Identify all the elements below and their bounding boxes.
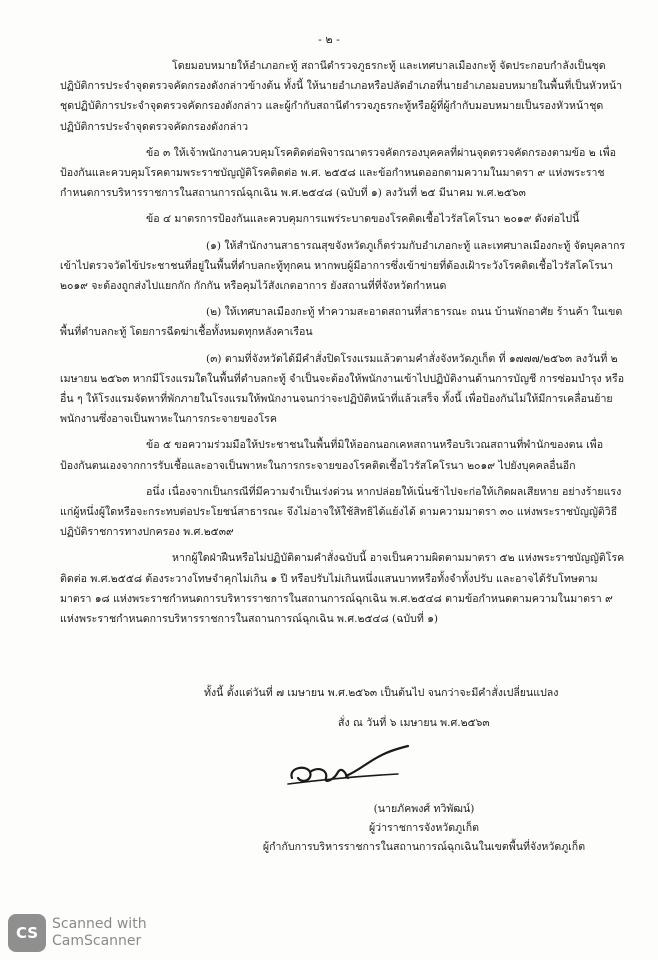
signature-block <box>0 800 658 857</box>
paragraph-clause-3: ข้อ ๓ ให้เจ้าพนักงานควบคุมโรคติดต่อพิจารณาตรวจคัดกรองบุคคลที่ผ่านจุดตรวจคัดกรองตามข้อ ๒ เพื่อป้องกันและควบคุมโรคตามพระราชบัญญัติโรคติดต่อ พ.ศ. ๒๕๕๘ และข้อกำหนดออกตามความในมาตรา ๙ แห่งพระราชกำหนดการบริหารราชการในสถานการณ์ฉุกเฉิน พ.ศ.๒๕๔๘ (ฉบับที่ ๑) ลงวันที่ ๒๕ มีนาคม พ.ศ.๒๕๖๓ <box>60 146 617 200</box>
handwritten-signature <box>280 740 420 796</box>
paragraph-clause-4: ข้อ ๔ มาตรการป้องกันและควบคุมการแพร่ระบาดของโรคติดเชื้อไวรัสโคโรนา ๒๐๑๙ ดังต่อไปนี้ <box>146 213 580 226</box>
page-number: - ๒ - <box>318 33 340 46</box>
document-body <box>60 56 628 629</box>
order-date-line: สั่ง ณ วันที่ ๖ เมษายน พ.ศ.๒๕๖๓ <box>338 717 490 729</box>
signatory-role: ผู้กำกับการบริหารราชการในสถานการณ์ฉุกเฉินในเขตพื้นที่จังหวัดภูเก็ต <box>262 841 586 853</box>
signatory-name: (นายภัคพงศ์ ทวิพัฒน์) <box>373 803 475 815</box>
paragraph-clause-4-1: (๑) ให้สำนักงานสาธารณสุขจังหวัดภูเก็ตร่วมกับอำเภอกะทู้ และเทศบาลเมืองกะทู้ จัดบุคลากรเข้าไปตรวจวัดไข้ประชาชนที่อยู่ในพื้นที่ตำบลกะทู้ทุกคน หากพบผู้มีอาการซึ่งเข้าข่ายที่ต้องเฝ้าระวังโรคติดเชื้อไวรัสโคโรนา ๒๐๑๙ จะต้องถูกส่งไปแยกกัก กักกัน หรือคุมไว้สังเกตอาการ ยังสถานที่ที่จังหวัดกำหนด <box>60 239 626 293</box>
paragraph-clause-4-3: (๓) ตามที่จังหวัดได้มีคำสั่งปิดโรงแรมแล้วตามคำสั่งจังหวัดภูเก็ต ที่ ๑๗๗๗/๒๕๖๓ ลงวันที่ ๒ เมษายน ๒๕๖๓ หากมีโรงแรมใดในพื้นที่ตำบลกะทู้ จำเป็นจะต้องให้พนักงานเข้าไปปฏิบัติงานด้านการบัญชี การซ่อมบำรุง หรืออื่น ๆ ให้โรงแรมจัดหาที่พักภายในโรงแรมให้พนักงานจนกว่าจะปฏิบัติหน้าที่แล้วเสร็จ ทั้งนี้ เพื่อป้องกันไม่ให้มีการเคลื่อนย้ายพนักงานซึ่งอาจเป็นพาหะในการกระจายของโรค <box>60 352 625 426</box>
paragraph-urgency: อนึ่ง เนื่องจากเป็นกรณีที่มีความจำเป็นเร่งด่วน หากปล่อยให้เนิ่นช้าไปจะก่อให้เกิดผลเสียหาย อย่างร้ายแรงแก่ผู้หนึ่งผู้ใดหรือจะกระทบต่อประโยชน์สาธารณะ จึงไม่อาจให้ใช้สิทธิได้แย้งได้ ตามความมาตรา ๓๐ แห่งพระราชบัญญัติวิธีปฏิบัติราชการทางปกครอง พ.ศ.๒๕๓๙ <box>60 485 622 539</box>
effective-date-line: ทั้งนี้ ตั้งแต่วันที่ ๗ เมษายน พ.ศ.๒๕๖๓ เป็นต้นไป จนกว่าจะมีคำสั่งเปลี่ยนแปลง <box>204 687 559 699</box>
paragraph-clause-5: ข้อ ๕ ขอความร่วมมือให้ประชาชนในพื้นที่มิให้ออกนอกเคหสถานหรือบริเวณสถานที่พำนักของตน เพื่อป้องกันตนเองจากการรับเชื้อและอาจเป็นพาหะในการกระจายของโรคติดเชื้อไวรัสโคโรนา ๒๐๑๙ ไปยังบุคคลอื่นอีก <box>60 439 604 472</box>
paragraph-assignment: โดยมอบหมายให้อำเภอกะทู้ สถานีตำรวจภูธรกะทู้ และเทศบาลเมืองกะทู้ จัดประกอบกำลังเป็นชุดปฏิบัติการประจำจุดตรวจคัดกรองดังกล่าวข้างต้น ทั้งนี้ ให้นายอำเภอหรือปลัดอำเภอที่นายอำเภอมอบหมายในพื้นที่เป็นหัวหน้าชุดปฏิบัติการประจำจุดตรวจคัดกรองดังกล่าว และผู้กำกับสถานีตำรวจภูธรกะทู้หรือผู้ที่ผู้กำกับมอบหมายเป็นรองหัวหน้าชุดปฏิบัติการประจำจุดตรวจคัดกรองดังกล่าว <box>60 60 623 133</box>
paragraph-penalty: หากผู้ใดฝ่าฝืนหรือไม่ปฏิบัติตามคำสั่งฉบับนี้ อาจเป็นความผิดตามมาตรา ๕๒ แห่งพระราชบัญญัติโรคติดต่อ พ.ศ.๒๕๕๘ ต้องระวางโทษจำคุกไม่เกิน ๑ ปี หรือปรับไม่เกินหนึ่งแสนบาทหรือทั้งจำทั้งปรับ และอาจได้รับโทษตามมาตรา ๑๘ แห่งพระราชกำหนดการบริหารราชการในสถานการณ์ฉุกเฉิน พ.ศ.๒๕๔๘ ตามข้อกำหนดตามความในมาตรา ๙ แห่งพระราชกำหนดการบริหารราชการในสถานการณ์ฉุกเฉิน พ.ศ.๒๕๔๘ (ฉบับที่ ๑) <box>60 552 625 626</box>
watermark-line2: CamScanner <box>52 933 142 949</box>
watermark-line1: Scanned with <box>52 916 147 932</box>
camscanner-logo-icon: CS <box>8 914 46 952</box>
signatory-title: ผู้ว่าราชการจังหวัดภูเก็ต <box>368 822 480 834</box>
paragraph-clause-4-2: (๒) ให้เทศบาลเมืองกะทู้ ทำความสะอาดสถานที่สาธารณะ ถนน บ้านพักอาศัย ร้านค้า ในเขตพื้นที่ตำบลกะทู้ โดยการฉีดฆ่าเชื้อทั้งหมดทุกหลังคาเรือน <box>60 306 623 339</box>
camscanner-watermark <box>8 914 147 952</box>
